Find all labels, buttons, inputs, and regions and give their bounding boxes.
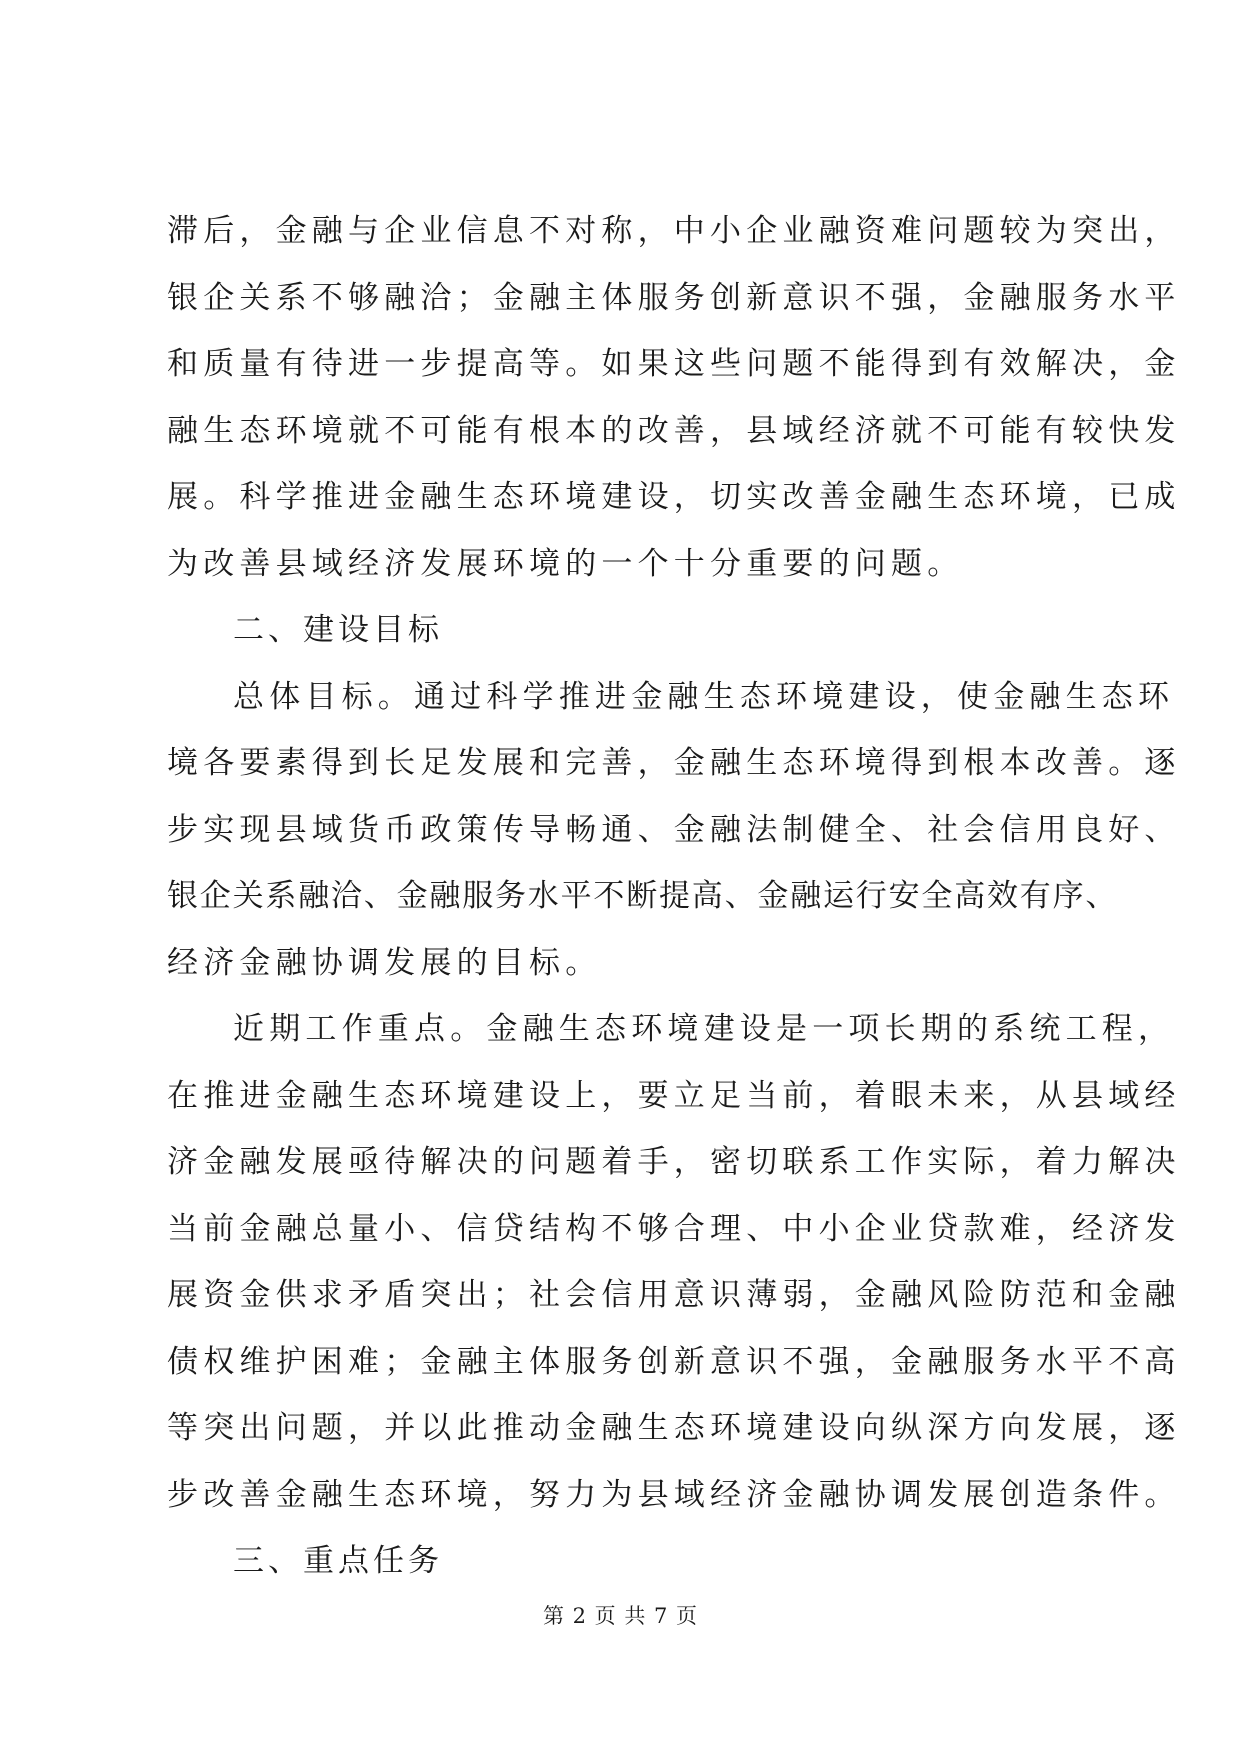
body-line: 在推进金融生态环境建设上，要立足当前，着眼未来，从县域经 <box>167 1077 1181 1114</box>
body-line: 展。科学推进金融生态环境建设，切实改善金融生态环境，已成 <box>167 479 1181 515</box>
body-line: 为改善县域经济发展环境的一个十分重要的问题。 <box>167 545 964 582</box>
body-line: 步改善金融生态环境，努力为县域经济金融协调发展创造条件。 <box>167 1476 1181 1513</box>
document-body <box>167 198 1181 1595</box>
body-line: 滞后，金融与企业信息不对称，中小企业融资难问题较为突出， <box>167 213 1181 249</box>
body-line: 债权维护困难；金融主体服务创新意识不强，金融服务水平不高 <box>167 1343 1181 1380</box>
body-line: 银企关系不够融洽；金融主体服务创新意识不强，金融服务水平 <box>167 279 1181 316</box>
section-heading: 二、建设目标 <box>233 612 443 648</box>
body-line: 济金融发展亟待解决的问题着手，密切联系工作实际，着力解决 <box>167 1144 1181 1180</box>
body-line: 展资金供求矛盾突出；社会信用意识薄弱，金融风险防范和金融 <box>167 1277 1181 1313</box>
body-line: 融生态环境就不可能有根本的改善，县域经济就不可能有较快发 <box>167 412 1181 449</box>
body-line: 总体目标。通过科学推进金融生态环境建设，使金融生态环 <box>233 678 1175 715</box>
body-line: 等突出问题，并以此推动金融生态环境建设向纵深方向发展，逐 <box>167 1410 1181 1446</box>
body-line: 近期工作重点。金融生态环境建设是一项长期的系统工程， <box>233 1011 1175 1047</box>
body-line: 当前金融总量小、信贷结构不够合理、中小企业贷款难，经济发 <box>167 1210 1181 1247</box>
body-line: 境各要素得到长足发展和完善，金融生态环境得到根本改善。逐 <box>167 745 1181 781</box>
body-line: 银企关系融洽、金融服务水平不断提高、金融运行安全高效有序、 <box>167 878 1119 914</box>
body-line: 经济金融协调发展的目标。 <box>167 944 602 981</box>
section-heading: 三、重点任务 <box>233 1543 443 1579</box>
body-line: 步实现县域货币政策传导畅通、金融法制健全、社会信用良好、 <box>167 811 1181 848</box>
page-number-footer: 第 2 页 共 7 页 <box>542 1604 699 1628</box>
body-line: 和质量有待进一步提高等。如果这些问题不能得到有效解决，金 <box>167 346 1181 382</box>
